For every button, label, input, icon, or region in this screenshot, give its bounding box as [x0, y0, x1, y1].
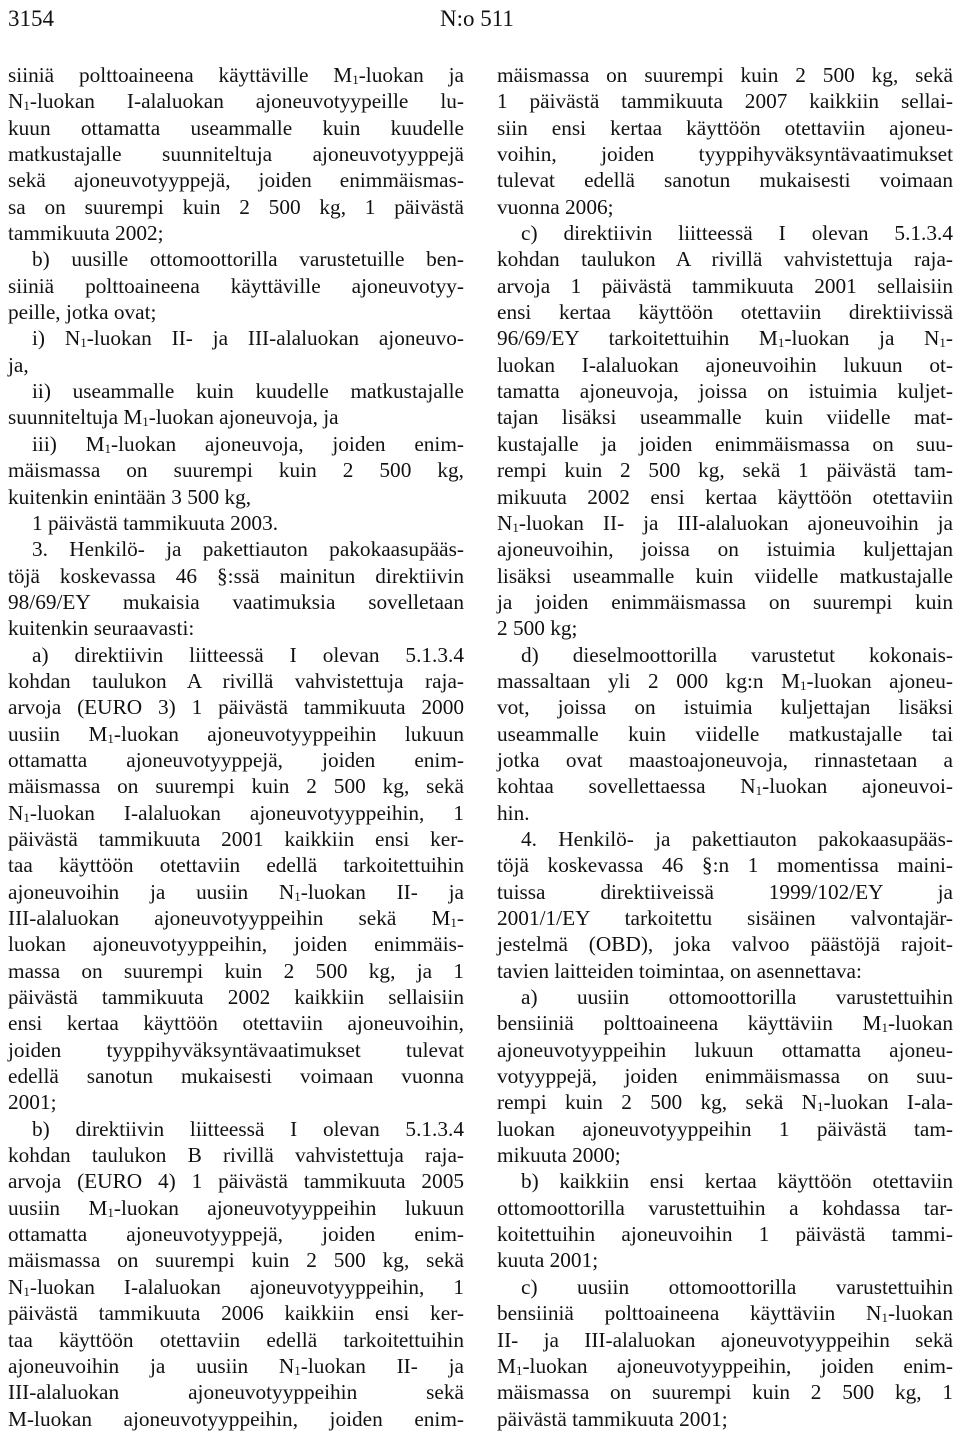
text-line: tajan lisäksi useammalle kuin viidelle mat-: [497, 405, 953, 430]
text-line: arvoja (EURO 4) 1 päivästä tammikuuta 2005: [8, 1169, 464, 1194]
text-line: a) uusiin ottomoottorilla varustettuihin: [521, 985, 953, 1010]
text-line: mäismassa on suurempi kuin 2 500 kg, sekä: [8, 1248, 464, 1273]
text-line: arvoja (EURO 3) 1 päivästä tammikuuta 2000: [8, 695, 464, 720]
text-line: 2 500 kg;: [497, 616, 578, 641]
text-line: kohdan taulukon A rivillä vahvistettuja raja-: [497, 247, 953, 272]
text-line: ajoneuvoihin ja uusiin $N_1$-luokan II- ja: [8, 879, 464, 904]
text-line: vot, joissa on istuimia kuljettajan lisäksi: [497, 695, 953, 720]
text-line: ottomoottorilla varustettuihin a kohdassa tar-: [497, 1195, 953, 1220]
text-line: mäismassa on suurempi kuin 2 500 kg,: [8, 458, 464, 483]
text-line: päivästä tammikuuta 2001;: [497, 1406, 728, 1431]
text-line: kohdan taulukon A rivillä vahvistettuja raja-: [8, 668, 464, 693]
text-line: joiden tyyppihyväksyntävaatimukset tulevat: [8, 1037, 464, 1062]
text-line: tammikuuta 2002;: [8, 221, 164, 246]
text-line: M-luokan ajoneuvotyyppeihin, joiden enim-: [8, 1406, 464, 1431]
text-line: jotka ovat maastoajoneuvoja, rinnastetaan a: [497, 747, 953, 772]
text-line: 2001/1/EY tarkoitettu sisäinen valvontajär-: [497, 906, 953, 930]
text-line: b) uusille ottomoottorilla varustetuille ben-: [32, 247, 464, 272]
text-line: tavien laitteiden toimintaa, on asennettava:: [497, 958, 862, 983]
issue-number: N:o 511: [440, 6, 514, 31]
text-line: 1 päivästä tammikuuta 2003.: [32, 510, 279, 535]
text-line: lisäksi useammalle kuin viidelle matkustajalle: [497, 563, 953, 588]
text-line: $N_1$-luokan I-alaluokan ajoneuvotyypeille lu-: [8, 89, 464, 114]
text-line: b) kaikkiin ensi kertaa käyttöön otettaviin: [521, 1169, 953, 1194]
text-line: ensi kertaa käyttöön otettaviin direktiivissä: [497, 300, 953, 325]
text-line: c) direktiivin liitteessä I olevan 5.1.3.4: [521, 221, 953, 246]
text-line: kuitenkin seuraavasti:: [8, 616, 195, 641]
text-line: siiniä polttoaineena käyttäville $M_1$-luokan ja: [8, 63, 464, 87]
text-line: votyyppejä, joiden enimmäismassa on suu-: [497, 1064, 953, 1089]
text-line: kuitenkin enintään 3 500 kg,: [8, 484, 252, 509]
text-line: luokan ajoneuvotyyppeihin 1 päivästä tam-: [497, 1116, 953, 1141]
text-line: mikuuta 2002 ensi kertaa käyttöön otettaviin: [497, 484, 953, 509]
text-line: voihin, joiden tyyppihyväksyntävaatimukset: [497, 142, 953, 167]
text-line: vuonna 2006;: [497, 194, 614, 219]
text-line: 1 päivästä tammikuuta 2007 kaikkiin sellai-: [497, 89, 953, 114]
text-line: töjä koskevassa 46 §:ssä mainitun direktiivin: [8, 563, 464, 588]
text-line: kohtaa sovellettaessa $N_1$-luokan ajoneuvoi-: [497, 774, 954, 799]
text-line: 98/69/EY mukaisia vaatimuksia sovelletaan: [8, 589, 464, 614]
text-line: ja joiden enimmäismassa on suurempi kuin: [497, 589, 953, 614]
text-line: tamatta ajoneuvoja, joissa on istuimia kuljet-: [497, 379, 953, 404]
text-line: ensi kertaa käyttöön otettaviin ajoneuvoihin,: [8, 1011, 464, 1036]
text-line: $N_1$-luokan I-alaluokan ajoneuvotyyppeihin, 1: [8, 1274, 464, 1299]
text-line: uusiin $M_1$-luokan ajoneuvotyyppeihin lukuun: [8, 1195, 464, 1220]
text-line: mäismassa on suurempi kuin 2 500 kg, 1: [497, 1380, 953, 1405]
text-line: mäismassa on suurempi kuin 2 500 kg, sekä: [497, 63, 953, 87]
text-line: ii) useammalle kuin kuudelle matkustajalle: [32, 379, 464, 404]
text-line: $N_1$-luokan I-alaluokan ajoneuvotyyppeihin, 1: [8, 800, 464, 825]
text-line: luokan ajoneuvotyyppeihin, joiden enimmäis-: [8, 932, 464, 957]
page-header: [8, 4, 952, 34]
text-line: peille, jotka ovat;: [8, 300, 157, 325]
text-line: massa on suurempi kuin 2 500 kg, ja 1: [8, 958, 464, 983]
text-line: päivästä tammikuuta 2006 kaikkiin ensi ker-: [8, 1301, 464, 1326]
left-column: [8, 62, 464, 1432]
text-line: d) dieselmoottorilla varustetut kokonais-: [521, 642, 953, 667]
text-line: päivästä tammikuuta 2002 kaikkiin sellaisiin: [8, 985, 464, 1010]
text-line: bensiiniä polttoaineena käyttäviin $M_1$-luokan: [497, 1011, 953, 1036]
text-line: iii) $M_1$-luokan ajoneuvoja, joiden enim-: [32, 431, 464, 456]
text-line: a) direktiivin liitteessä I olevan 5.1.3.4: [32, 642, 464, 667]
text-line: bensiiniä polttoaineena käyttäviin $N_1$-luokan: [497, 1301, 953, 1326]
text-line: taa käyttöön otettaviin edellä tarkoitettuihin: [8, 853, 464, 878]
text-line: ajoneuvotyyppeihin lukuun ottamatta ajoneu-: [497, 1037, 953, 1062]
text-line: luokan I-alaluokan ajoneuvoihin lukuun ot-: [497, 352, 953, 377]
text-line: ajoneuvoihin, joissa on istuimia kuljettajan: [497, 537, 953, 562]
text-line: 3. Henkilö- ja pakettiauton pakokaasupääs-: [32, 537, 464, 562]
text-line: töjä koskevassa 46 §:n 1 momentissa maini-: [497, 853, 953, 878]
text-line: edellä sanotun mukaisesti voimaan vuonna: [8, 1064, 464, 1089]
text-line: ajoneuvoihin ja uusiin $N_1$-luokan II- ja: [8, 1353, 464, 1378]
text-line: massaltaan yli 2 000 kg:n $M_1$-luokan ajoneu-: [497, 668, 953, 693]
text-line: ottamatta ajoneuvotyyppejä, joiden enim-: [8, 747, 464, 772]
text-line: uusiin $M_1$-luokan ajoneuvotyyppeihin lukuun: [8, 721, 464, 746]
page-number: 3154: [8, 6, 54, 31]
text-line: siiniä polttoaineena käyttäville ajoneuvotyy-: [8, 273, 464, 298]
text-line: ja,: [8, 352, 29, 377]
text-line: III-alaluokan ajoneuvotyyppeihin sekä $M_1-$: [8, 906, 464, 930]
text-line: mäismassa on suurempi kuin 2 500 kg, sekä: [8, 774, 464, 799]
text-line: tulevat edellä sanotun mukaisesti voimaan: [497, 168, 953, 193]
text-line: tuissa direktiiveissä 1999/102/EY ja: [497, 879, 953, 904]
text-line: kuun ottamatta useammalle kuin kuudelle: [8, 115, 464, 140]
text-line: i) $N_1$-luokan II- ja III-alaluokan ajoneuvo-: [32, 326, 465, 351]
text-line: II- ja III-alaluokan ajoneuvotyyppeihin sekä: [497, 1327, 953, 1352]
text-line: suunniteltuja $M_1$-luokan ajoneuvoja, ja: [8, 405, 339, 430]
text-line: III-alaluokan ajoneuvotyyppeihin sekä: [8, 1380, 464, 1405]
text-line: useammalle kuin viidelle matkustajalle tai: [497, 721, 953, 746]
text-line: sekä ajoneuvotyyppejä, joiden enimmäismas-: [8, 168, 464, 193]
text-line: 4. Henkilö- ja pakettiauton pakokaasupääs-: [521, 826, 953, 851]
text-line: koitettuihin ajoneuvoihin 1 päivästä tammi-: [497, 1222, 953, 1247]
text-line: $M_1$-luokan ajoneuvotyyppeihin, joiden enim-: [497, 1353, 953, 1378]
text-line: taa käyttöön otettaviin edellä tarkoitettuihin: [8, 1327, 464, 1352]
text-line: kustajalle ja joiden enimmäismassa on suu-: [497, 431, 953, 456]
text-line: siin ensi kertaa käyttöön otettaviin ajoneu-: [497, 115, 953, 140]
text-line: ottamatta ajoneuvotyyppejä, joiden enim-: [8, 1222, 464, 1247]
text-line: kohdan taulukon B rivillä vahvistettuja raja-: [8, 1143, 464, 1168]
text-line: arvoja 1 päivästä tammikuuta 2001 sellaisiin: [497, 273, 953, 298]
text-line: b) direktiivin liitteessä I olevan 5.1.3.4: [32, 1116, 464, 1141]
text-line: kuuta 2001;: [497, 1248, 599, 1273]
right-column: [497, 62, 953, 1432]
text-line: hin.: [497, 800, 530, 825]
text-line: c) uusiin ottomoottorilla varustettuihin: [521, 1274, 953, 1299]
text-line: 96/69/EY tarkoitettuihin $M_1$-luokan ja $N_1-$: [497, 326, 953, 351]
text-line: $N_1$-luokan II- ja III-alaluokan ajoneuvoihin ja: [497, 510, 953, 535]
text-line: sa on suurempi kuin 2 500 kg, 1 päivästä: [8, 194, 464, 219]
text-line: mikuuta 2000;: [497, 1143, 621, 1168]
text-line: 2001;: [8, 1090, 57, 1115]
text-line: päivästä tammikuuta 2001 kaikkiin ensi ker-: [8, 826, 464, 851]
text-line: rempi kuin 2 500 kg, sekä 1 päivästä tam-: [497, 458, 953, 483]
text-line: rempi kuin 2 500 kg, sekä $N_1$-luokan I-ala-: [497, 1090, 953, 1115]
text-line: matkustajalle suunniteltuja ajoneuvotyyppejä: [8, 142, 464, 167]
text-line: jestelmä (OBD), joka valvoo päästöjä rajoit-: [497, 932, 953, 957]
